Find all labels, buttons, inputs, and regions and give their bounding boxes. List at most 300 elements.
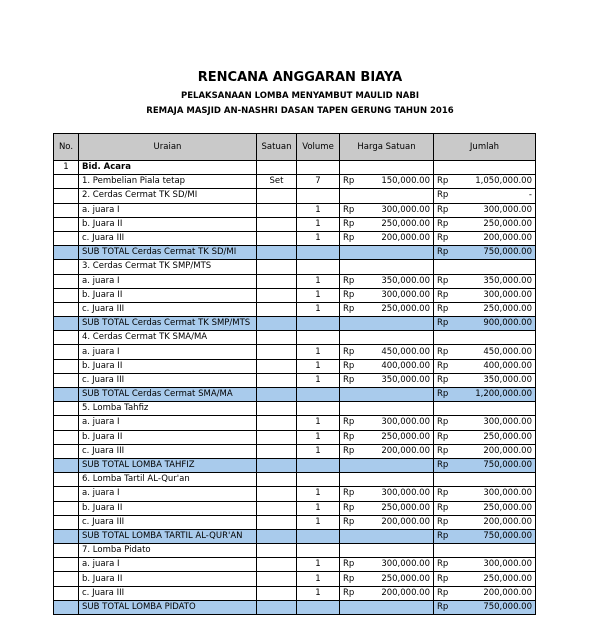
cell-harga-satuan [340,217,434,231]
cell-uraian: 6. Lomba Tartil AL-Qur'an [79,473,257,487]
cell-harga-satuan [340,600,434,614]
table-row [54,217,536,231]
cell-jumlah-value: 200,000.00 [483,516,532,527]
cell-jumlah-value: 450,000.00 [483,346,532,357]
table-row [54,175,536,189]
cell-satuan [257,544,297,558]
cell-harga-satuan-value: 200,000.00 [381,516,430,527]
cell-jumlah [434,529,536,543]
cell-harga-satuan-currency: Rp [343,573,355,584]
cell-uraian: c. Juara III [79,373,257,387]
cell-satuan [257,317,297,331]
subtotal-row [54,600,536,614]
cell-no [54,515,79,529]
cell-volume: 1 [297,274,340,288]
cell-uraian: a. juara I [79,416,257,430]
table-row [54,572,536,586]
table-row [54,359,536,373]
table-row [54,416,536,430]
cell-satuan [257,515,297,529]
cell-satuan [257,274,297,288]
cell-jumlah-currency: Rp [437,275,449,286]
table-row [54,515,536,529]
table-row [54,302,536,316]
cell-jumlah-currency: Rp [437,460,449,471]
document-subtitle-event: PELAKSANAAN LOMBA MENYAMBUT MAULID NABI [181,91,419,101]
cell-satuan [257,217,297,231]
cell-uraian: c. Juara III [79,515,257,529]
cell-no [54,416,79,430]
cell-jumlah-currency: Rp [437,488,449,499]
document-subtitle-organizer: REMAJA MASJID AN-NASHRI DASAN TAPEN GERUNG TAHUN 2016 [146,106,454,116]
cell-volume: 1 [297,572,340,586]
cell-jumlah-value: 750,000.00 [483,530,532,541]
cell-jumlah-currency: Rp [437,587,449,598]
cell-satuan [257,203,297,217]
table-row [54,189,536,203]
cell-uraian: b. Juara II [79,217,257,231]
cell-jumlah-currency: Rp [437,218,449,229]
cell-uraian: a. juara I [79,487,257,501]
cell-harga-satuan [340,161,434,175]
cell-uraian: 4. Cerdas Cermat TK SMA/MA [79,331,257,345]
table-row [54,473,536,487]
cell-satuan [257,487,297,501]
cell-jumlah-value: 250,000.00 [483,431,532,442]
cell-harga-satuan [340,203,434,217]
cell-harga-satuan [340,260,434,274]
table-row [54,260,536,274]
cell-jumlah-currency: Rp [437,289,449,300]
cell-satuan [257,572,297,586]
cell-harga-satuan-currency: Rp [343,303,355,314]
cell-jumlah [434,231,536,245]
table-body [54,161,536,615]
cell-harga-satuan-currency: Rp [343,488,355,499]
cell-jumlah-value: 300,000.00 [483,417,532,428]
cell-jumlah-currency: Rp [437,176,449,187]
cell-satuan [257,501,297,515]
cell-harga-satuan [340,231,434,245]
cell-no [54,260,79,274]
cell-harga-satuan [340,288,434,302]
cell-harga-satuan [340,430,434,444]
table-row [54,231,536,245]
cell-harga-satuan-value: 250,000.00 [381,218,430,229]
table-row [54,487,536,501]
cell-harga-satuan [340,501,434,515]
cell-no [54,317,79,331]
cell-harga-satuan-value: 300,000.00 [381,417,430,428]
cell-jumlah [434,416,536,430]
cell-satuan [257,288,297,302]
cell-harga-satuan-value: 250,000.00 [381,431,430,442]
cell-jumlah-value: 250,000.00 [483,303,532,314]
cell-jumlah [434,345,536,359]
cell-satuan [257,331,297,345]
cell-harga-satuan [340,175,434,189]
cell-volume [297,600,340,614]
cell-no [54,600,79,614]
cell-no [54,359,79,373]
cell-volume: 1 [297,345,340,359]
cell-satuan [257,345,297,359]
cell-volume [297,388,340,402]
cell-harga-satuan-value: 300,000.00 [381,488,430,499]
cell-satuan [257,430,297,444]
subtotal-row [54,317,536,331]
table-row [54,274,536,288]
cell-uraian: 1. Pembelian Piala tetap [79,175,257,189]
cell-satuan [257,161,297,175]
cell-satuan [257,402,297,416]
cell-no [54,246,79,260]
cell-volume: 7 [297,175,340,189]
cell-uraian: Bid. Acara [79,161,257,175]
cell-volume [297,331,340,345]
cell-harga-satuan-currency: Rp [343,445,355,456]
cell-harga-satuan-currency: Rp [343,204,355,215]
cell-jumlah-value: 200,000.00 [483,233,532,244]
document-title: RENCANA ANGGARAN BIAYA [197,70,403,85]
cell-jumlah-currency: Rp [437,530,449,541]
cell-jumlah [434,388,536,402]
cell-harga-satuan [340,189,434,203]
cell-harga-satuan [340,373,434,387]
cell-jumlah [434,600,536,614]
cell-harga-satuan-currency: Rp [343,218,355,229]
cell-volume [297,529,340,543]
cell-uraian: SUB TOTAL LOMBA PIDATO [79,600,257,614]
cell-jumlah [434,331,536,345]
cell-jumlah [434,373,536,387]
cell-harga-satuan-value: 250,000.00 [381,573,430,584]
cell-harga-satuan-currency: Rp [343,502,355,513]
cell-no [54,586,79,600]
cell-uraian: b. Juara II [79,501,257,515]
cell-satuan [257,246,297,260]
cell-harga-satuan [340,246,434,260]
cell-harga-satuan [340,515,434,529]
cell-satuan [257,586,297,600]
cell-jumlah [434,246,536,260]
cell-jumlah [434,274,536,288]
cell-jumlah-value: 300,000.00 [483,488,532,499]
cell-jumlah-currency: Rp [437,360,449,371]
cell-volume [297,189,340,203]
cell-jumlah-value: 1,050,000.00 [475,176,532,187]
cell-uraian: c. Juara III [79,231,257,245]
cell-volume: 1 [297,217,340,231]
cell-volume: 1 [297,203,340,217]
cell-jumlah-value: 200,000.00 [483,445,532,456]
cell-no [54,558,79,572]
cell-harga-satuan-value: 300,000.00 [381,204,430,215]
cell-harga-satuan [340,388,434,402]
cell-volume [297,260,340,274]
cell-volume: 1 [297,416,340,430]
cell-jumlah-value: 350,000.00 [483,374,532,385]
cell-harga-satuan [340,529,434,543]
cell-volume [297,544,340,558]
cell-harga-satuan-currency: Rp [343,233,355,244]
cell-volume: 1 [297,302,340,316]
cell-jumlah-currency: Rp [437,303,449,314]
cell-uraian: 5. Lomba Tahfiz [79,402,257,416]
cell-harga-satuan-value: 350,000.00 [381,275,430,286]
cell-no [54,444,79,458]
table-row [54,402,536,416]
cell-jumlah-currency: Rp [437,247,449,258]
cell-jumlah-currency: Rp [437,346,449,357]
cell-harga-satuan-currency: Rp [343,346,355,357]
cell-no [54,473,79,487]
cell-satuan [257,231,297,245]
cell-no [54,572,79,586]
cell-no [54,288,79,302]
cell-jumlah [434,260,536,274]
cell-jumlah [434,473,536,487]
cell-jumlah-value: 750,000.00 [483,247,532,258]
cell-no [54,302,79,316]
cell-volume: 1 [297,501,340,515]
table-row [54,203,536,217]
cell-uraian: a. juara I [79,345,257,359]
cell-harga-satuan-currency: Rp [343,516,355,527]
cell-no [54,274,79,288]
table-row [54,501,536,515]
cell-uraian: SUB TOTAL Cerdas Cermat TK SD/MI [79,246,257,260]
cell-volume: 1 [297,515,340,529]
cell-jumlah-currency: Rp [437,502,449,513]
column-header-satuan: Satuan [257,134,297,161]
cell-jumlah-value: 400,000.00 [483,360,532,371]
cell-harga-satuan [340,317,434,331]
cell-harga-satuan-currency: Rp [343,360,355,371]
cell-no [54,430,79,444]
cell-harga-satuan [340,458,434,472]
table-row [54,544,536,558]
section-row [54,161,536,175]
cell-harga-satuan [340,345,434,359]
cell-satuan: Set [257,175,297,189]
table-row [54,373,536,387]
table-row [54,331,536,345]
column-header-no: No. [54,134,79,161]
cell-harga-satuan [340,544,434,558]
cell-jumlah [434,203,536,217]
cell-harga-satuan-value: 250,000.00 [381,303,430,314]
cell-volume [297,402,340,416]
cell-jumlah [434,544,536,558]
cell-jumlah [434,515,536,529]
cell-harga-satuan [340,586,434,600]
cell-uraian: b. Juara II [79,572,257,586]
cell-jumlah-currency: Rp [437,445,449,456]
cell-no [54,189,79,203]
cell-harga-satuan-value: 450,000.00 [381,346,430,357]
cell-uraian: SUB TOTAL LOMBA TAHFIZ [79,458,257,472]
cell-harga-satuan [340,473,434,487]
cell-no [54,544,79,558]
cell-satuan [257,458,297,472]
cell-jumlah [434,402,536,416]
cell-satuan [257,600,297,614]
cell-jumlah-currency: Rp [437,389,449,400]
cell-no [54,231,79,245]
cell-jumlah-currency: Rp [437,417,449,428]
cell-jumlah [434,359,536,373]
cell-volume: 1 [297,558,340,572]
table-header-row [54,134,536,161]
budget-table [53,133,536,615]
cell-jumlah-value: 900,000.00 [483,318,532,329]
cell-jumlah-currency: Rp [437,374,449,385]
cell-jumlah [434,572,536,586]
cell-jumlah-currency: Rp [437,233,449,244]
cell-jumlah [434,558,536,572]
cell-no [54,175,79,189]
cell-no: 1 [54,161,79,175]
cell-satuan [257,529,297,543]
cell-jumlah-value: 750,000.00 [483,460,532,471]
cell-satuan [257,444,297,458]
cell-jumlah-value: 1,200,000.00 [475,389,532,400]
cell-uraian: 3. Cerdas Cermat TK SMP/MTS [79,260,257,274]
cell-no [54,345,79,359]
subtotal-row [54,388,536,402]
cell-harga-satuan-value: 200,000.00 [381,587,430,598]
cell-jumlah-value: 300,000.00 [483,204,532,215]
cell-harga-satuan-currency: Rp [343,275,355,286]
cell-uraian: 7. Lomba Pidato [79,544,257,558]
cell-jumlah-value: 250,000.00 [483,502,532,513]
cell-no [54,402,79,416]
cell-jumlah-value: 250,000.00 [483,218,532,229]
cell-satuan [257,373,297,387]
cell-jumlah-currency: Rp [437,431,449,442]
cell-volume: 1 [297,430,340,444]
cell-satuan [257,473,297,487]
cell-uraian: b. Juara II [79,430,257,444]
cell-no [54,529,79,543]
cell-uraian: b. Juara II [79,359,257,373]
cell-jumlah-value: - [528,190,532,201]
column-header-jumlah: Jumlah [434,134,536,161]
cell-jumlah [434,175,536,189]
cell-uraian: SUB TOTAL Cerdas Cermat TK SMP/MTS [79,317,257,331]
cell-satuan [257,388,297,402]
cell-harga-satuan-value: 250,000.00 [381,502,430,513]
table-row [54,345,536,359]
cell-harga-satuan [340,359,434,373]
cell-jumlah-currency: Rp [437,516,449,527]
column-header-volume: Volume [297,134,340,161]
table-row [54,430,536,444]
cell-volume [297,246,340,260]
cell-uraian: SUB TOTAL Cerdas Cermat SMA/MA [79,388,257,402]
cell-harga-satuan-value: 400,000.00 [381,360,430,371]
cell-jumlah [434,189,536,203]
cell-harga-satuan-currency: Rp [343,417,355,428]
cell-harga-satuan-currency: Rp [343,559,355,570]
cell-satuan [257,558,297,572]
cell-harga-satuan-currency: Rp [343,289,355,300]
cell-harga-satuan-currency: Rp [343,431,355,442]
cell-jumlah [434,302,536,316]
cell-harga-satuan [340,444,434,458]
cell-harga-satuan [340,331,434,345]
cell-satuan [257,302,297,316]
cell-no [54,373,79,387]
cell-jumlah-currency: Rp [437,318,449,329]
cell-volume: 1 [297,231,340,245]
cell-harga-satuan [340,487,434,501]
cell-jumlah-value: 300,000.00 [483,289,532,300]
cell-volume [297,458,340,472]
cell-jumlah-value: 750,000.00 [483,601,532,612]
cell-jumlah-value: 250,000.00 [483,573,532,584]
cell-uraian: SUB TOTAL LOMBA TARTIL AL-QUR'AN [79,529,257,543]
cell-jumlah [434,444,536,458]
cell-uraian: c. Juara III [79,444,257,458]
cell-jumlah [434,317,536,331]
cell-jumlah [434,501,536,515]
table-row [54,444,536,458]
cell-jumlah [434,586,536,600]
cell-satuan [257,260,297,274]
column-header-uraian: Uraian [79,134,257,161]
cell-jumlah [434,487,536,501]
cell-uraian: a. juara I [79,274,257,288]
cell-harga-satuan-value: 300,000.00 [381,289,430,300]
cell-jumlah [434,458,536,472]
cell-jumlah-currency: Rp [437,204,449,215]
cell-harga-satuan-currency: Rp [343,374,355,385]
cell-volume: 1 [297,586,340,600]
cell-satuan [257,416,297,430]
cell-uraian: 2. Cerdas Cermat TK SD/MI [79,189,257,203]
cell-harga-satuan-currency: Rp [343,587,355,598]
cell-harga-satuan-value: 350,000.00 [381,374,430,385]
cell-jumlah-value: 200,000.00 [483,587,532,598]
cell-no [54,487,79,501]
cell-volume [297,317,340,331]
subtotal-row [54,246,536,260]
cell-jumlah [434,288,536,302]
cell-harga-satuan [340,274,434,288]
cell-uraian: a. juara I [79,558,257,572]
cell-harga-satuan-value: 200,000.00 [381,445,430,456]
cell-volume [297,161,340,175]
cell-jumlah-currency: Rp [437,573,449,584]
cell-harga-satuan [340,302,434,316]
cell-uraian: b. Juara II [79,288,257,302]
cell-no [54,458,79,472]
cell-volume: 1 [297,288,340,302]
cell-jumlah-currency: Rp [437,190,449,201]
table-row [54,558,536,572]
subtotal-row [54,458,536,472]
cell-harga-satuan-value: 300,000.00 [381,559,430,570]
cell-no [54,331,79,345]
cell-uraian: c. Juara III [79,586,257,600]
cell-volume: 1 [297,373,340,387]
cell-satuan [257,359,297,373]
cell-harga-satuan [340,558,434,572]
cell-volume: 1 [297,487,340,501]
cell-harga-satuan [340,572,434,586]
